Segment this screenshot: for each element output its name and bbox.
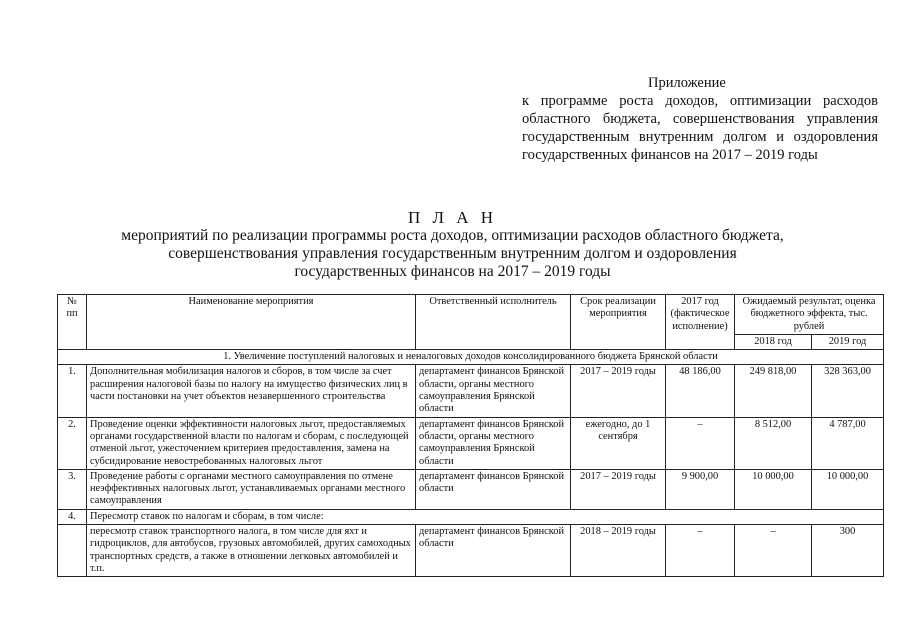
table-header-row bbox=[58, 295, 884, 335]
row-executor: департамент финансов Брянской области, органы местного самоуправления Брянской области bbox=[416, 417, 571, 469]
row-executor: департамент финансов Брянской области bbox=[416, 525, 571, 577]
row-2019: 4 787,00 bbox=[812, 417, 884, 469]
header-term: Срок реализации мероприятия bbox=[571, 295, 666, 350]
row-executor: департамент финансов Брянской области, органы местного самоуправления Брянской области bbox=[416, 365, 571, 417]
plan-title: П Л А Н bbox=[407, 208, 498, 227]
table-row bbox=[58, 509, 884, 524]
row-name: Дополнительная мобилизация налогов и сборов, в том числе за счет расширения налоговой базы по налогу на имущество физических лиц в части постановки на учет объектов незавершенного строительства bbox=[87, 365, 416, 417]
plan-subtitle-line: совершенствования управления государственным внутренним долгом и оздоровления bbox=[168, 245, 737, 262]
header-name: Наименование мероприятия bbox=[87, 295, 416, 350]
header-2019: 2019 год bbox=[812, 334, 884, 349]
header-2018: 2018 год bbox=[735, 334, 812, 349]
row-2019: 10 000,00 bbox=[812, 469, 884, 509]
row-fact-2017: – bbox=[666, 417, 735, 469]
appendix-line: к программе роста доходов, оптимизации расходов bbox=[522, 93, 878, 109]
row-2018: – bbox=[735, 525, 812, 577]
row-num: 4. bbox=[58, 509, 87, 524]
row-executor: департамент финансов Брянской области bbox=[416, 469, 571, 509]
row-num: 3. bbox=[58, 469, 87, 509]
row-2019: 328 363,00 bbox=[812, 365, 884, 417]
row-num: 1. bbox=[58, 365, 87, 417]
section-row bbox=[58, 350, 884, 365]
plan-table bbox=[57, 294, 884, 577]
row-fact-2017: – bbox=[666, 525, 735, 577]
row-term: 2018 – 2019 годы bbox=[571, 525, 666, 577]
header-expected: Ожидаемый результат, оценка бюджетного эффекта, тыс. рублей bbox=[735, 295, 884, 335]
table-row bbox=[58, 365, 884, 417]
header-executor: Ответственный исполнитель bbox=[416, 295, 571, 350]
plan-subtitle-line: мероприятий по реализации программы роста доходов, оптимизации расходов областного бюджета, bbox=[121, 227, 784, 244]
row-num bbox=[58, 525, 87, 577]
row-name: Проведение работы с органами местного самоуправления по отмене неэффективных налоговых льгот, устанавливаемых органами местного самоуправления bbox=[87, 469, 416, 509]
row-term: ежегодно, до 1 сентября bbox=[571, 417, 666, 469]
appendix-block bbox=[522, 74, 878, 164]
table-row bbox=[58, 469, 884, 509]
row-2019: 300 bbox=[812, 525, 884, 577]
section-title: 1. Увеличение поступлений налоговых и неналоговых доходов консолидированного бюджета Брянской области bbox=[58, 350, 884, 365]
row-name: Пересмотр ставок по налогам и сборам, в том числе: bbox=[87, 509, 884, 524]
appendix-line: государственным внутренним долгом и оздоровления bbox=[522, 129, 878, 145]
row-name: Проведение оценки эффективности налоговых льгот, предоставляемых органами государственной власти по налогам и сборам, с последующей отменой льгот, ужесточением критериев предоставления, замена на субсидирование невостребованных налоговых льгот bbox=[87, 417, 416, 469]
header-num: № пп bbox=[58, 295, 87, 350]
appendix-heading: Приложение bbox=[648, 75, 726, 91]
row-2018: 8 512,00 bbox=[735, 417, 812, 469]
table-row bbox=[58, 525, 884, 577]
appendix-line: государственных финансов на 2017 – 2019 годы bbox=[522, 147, 818, 163]
plan-subtitle bbox=[120, 227, 785, 281]
row-fact-2017: 9 900,00 bbox=[666, 469, 735, 509]
row-2018: 10 000,00 bbox=[735, 469, 812, 509]
row-num: 2. bbox=[58, 417, 87, 469]
row-term: 2017 – 2019 годы bbox=[571, 365, 666, 417]
row-name: пересмотр ставок транспортного налога, в том числе для яхт и гидроциклов, для автобусов, грузовых автомобилей, других самоходных транспортных средств, а также в отношении легковых автомобилей и т.п. bbox=[87, 525, 416, 577]
row-term: 2017 – 2019 годы bbox=[571, 469, 666, 509]
appendix-line: областного бюджета, совершенствования управления bbox=[522, 111, 878, 127]
header-fact-2017: 2017 год (фактическое исполнение) bbox=[666, 295, 735, 350]
plan-subtitle-line: государственных финансов на 2017 – 2019 годы bbox=[294, 263, 611, 280]
row-fact-2017: 48 186,00 bbox=[666, 365, 735, 417]
row-2018: 249 818,00 bbox=[735, 365, 812, 417]
table-row bbox=[58, 417, 884, 469]
